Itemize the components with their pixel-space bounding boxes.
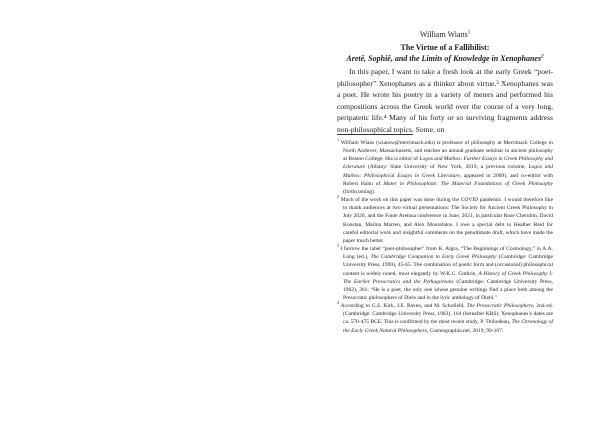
author-name: William Wians — [419, 30, 468, 39]
footnote-italic-text: The Chronology of the Early Greek Natural Philosophers — [343, 319, 553, 334]
footnote-text: (Cambridge: Cambridge University Press, 1999), 45-65. The combination of poetic form and (occasional) philosophical content is widely noted, most elegantly by W.K.C. Guthrie, — [343, 254, 553, 277]
footnote-italic-text: Mater in Philosophiae: The Material Foundations of Greek Philosophy — [383, 180, 554, 187]
subtitle-text: Aretê, Sophiê, and the Limits of Knowledge in Xenophanes — [346, 54, 542, 63]
body-paragraph: In this paper, I want to take a fresh look at the early Greek “poet-philosopher” Xenophanes as a thinker about virtue.³ Xenophanes was a poet. He wrote his poetry in a variety of meters and performed his compositions across the Greek world over the course of a very long, peripatetic life.⁴ Many of his forty or so surviving fragments address non-philosophical topics. Some, on — [337, 67, 553, 134]
footnote-1 — [337, 139, 553, 196]
footnote-italic-text: Logos and Muthos: Philosophical Essays in Greek Literature — [343, 164, 553, 179]
footnote-italic-text: The Presocratic Philosophers — [466, 303, 534, 310]
footnote-number: 2 — [337, 194, 339, 200]
footnote-italic-text: Logos and Muthos: Further Essays in Greek Philosophy and Literature — [343, 156, 554, 171]
footnote-2 — [337, 196, 553, 245]
footnote-text: (forthcoming). — [343, 188, 376, 195]
footnote-number: 4 — [337, 300, 339, 306]
footnote-text: , Cosmographia.net, 2019, 99-107. — [426, 327, 504, 334]
subtitle-footnote-marker[interactable]: 2 — [541, 54, 544, 60]
footnote-4 — [337, 302, 553, 335]
author-line — [337, 30, 553, 40]
paper-title: The Virtue of a Fallibilist: — [400, 43, 490, 52]
footnote-3 — [337, 245, 553, 302]
footnote-text: Much of the work on this paper was done during the COVID pandemic. I would therefore like to thank audiences at two virtual presentations: The Society for Ancient Greek Philosophy in July 2020, and the Fonte Aretusa conference in June, 2021, in particular Rose Cherubin, David Konstan, Marina Marren, and Alex Mourelatos. I owe a special debt to Heather Reid for careful editorial work and insightful comments on the penultimate draft, which have made the paper much better. — [340, 197, 554, 244]
footnote-divider — [337, 134, 413, 135]
author-footnote-marker[interactable]: 1 — [467, 30, 471, 36]
footnote-italic-text: The Cambridge Companion to Early Greek Philosophy — [370, 254, 497, 261]
footnote-text: , appeared in 2009), and co-editor with Robert Hahn of — [343, 172, 553, 187]
footnote-text: , 2nd ed. (Cambridge: Cambridge University Press, 1983), 164 (hereafter KRS), Xenophanes’s dates are ca. 570-475 BCE. This is confirmed by the most recent study, P. Thibodeau, — [343, 303, 553, 326]
footnote-text: (Cambridge: Cambridge University Press, 1962), 361: “He is a poet, the only one whose genuine writings find a place both among the Presocratic philosophers of Diels and in the lyric anthology of Diehl.” — [343, 278, 553, 301]
body-text — [337, 66, 553, 136]
footnote-text: I borrow the label “poet-philosopher” from K. Algra, “The Beginnings of Cosmology,” in A.A. Long (ed.), — [340, 246, 553, 261]
footnote-text: (Albany: State University of New York, 2019; a previous volume, — [365, 164, 529, 171]
footnote-text: According to G.S. Kirk, J.E. Raven, and M. Schofield, — [340, 303, 467, 310]
footnotes — [337, 139, 553, 335]
footnote-number: 1 — [337, 137, 339, 143]
footnote-italic-text: A History of Greek Philosophy I: The Earlier Presocratics and the Pythagoreans — [343, 270, 553, 285]
footnote-text: William Wians (wiansw@merrimack.edu) is professor of philosophy at Merrimack College in North Andover, Massachusetts, and teaches an annual graduate seminar in ancient philosophy at Boston College. His is editor of — [340, 140, 553, 163]
paper-subtitle — [337, 53, 553, 64]
footnote-number: 3 — [337, 243, 339, 249]
